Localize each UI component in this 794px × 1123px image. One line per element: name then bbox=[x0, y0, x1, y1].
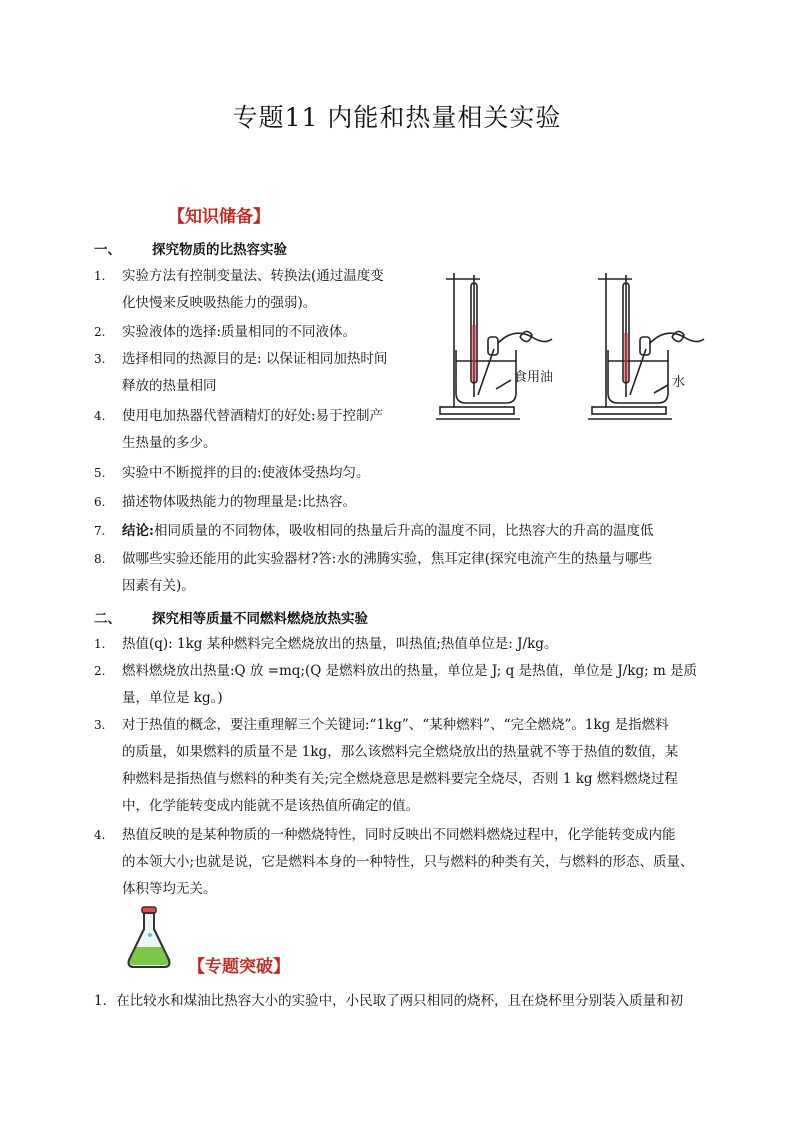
label-water: 水 bbox=[672, 375, 686, 390]
breakthrough-header: 【专题突破】 bbox=[188, 957, 290, 977]
list-item: 2. 燃料燃烧放出热量:Q 放 =mq;(Q 是燃料放出的热量，单位是 J; q 是热值，单位是 J/kg; m 是质 量，单位是 kg。) bbox=[94, 663, 698, 706]
label-oil: 食用油 bbox=[514, 370, 554, 385]
section1-heading bbox=[94, 238, 287, 258]
list-item: 7. 结论:相同质量的不同物体，吸收相同的热量后升高的温度不同，比热容大的升高的温度低 bbox=[94, 523, 654, 539]
list-item: 6. 描述物体吸热能力的物理量是:比热容。 bbox=[94, 494, 357, 510]
list-item: 4. 使用电加热器代替酒精灯的好处:易于控制产 生热量的多少。 bbox=[94, 408, 384, 451]
experiment-figure bbox=[436, 265, 726, 425]
flask-icon bbox=[126, 905, 172, 971]
section-title: 探究相等质量不同燃料燃烧放热实验 bbox=[152, 611, 368, 627]
list-item: 8. 做哪些实验还能用的此实验器材?答:水的沸腾实验，焦耳定律(探究电流产生的热量与哪些 因素有关)。 bbox=[94, 551, 653, 594]
list-item: 2. 实验液体的选择:质量相同的不同液体。 bbox=[94, 324, 357, 340]
section-title: 探究物质的比热容实验 bbox=[152, 242, 287, 258]
list-item: 3. 对于热值的概念，要注重理解三个关键词:“1kg”、“某种燃料”、“完全燃烧”。1kg 是指燃料 的质量，如果燃料的质量不是 1kg，那么该燃料完全燃烧放出的热量就不等于热值的数值，某 种燃料是指热值与燃料的种类有关;完全燃烧意思是燃料要完全烧尽，否则 1 kg 燃料燃烧过程 中，化学能转变成内能就不是该热值所确定的值。 bbox=[94, 717, 679, 814]
page-title: 专题11 内能和热量相关实验 bbox=[232, 103, 562, 132]
list-item: 5. 实验中不断搅拌的目的:使液体受热均匀。 bbox=[94, 465, 370, 481]
list-item: 1. 实验方法有控制变量法、转换法(通过温度变 化快慢来反映吸热能力的强弱)。 bbox=[94, 268, 384, 311]
section2-heading bbox=[94, 607, 368, 627]
list-item: 4. 热值反映的是某种物质的一种燃烧特性，同时反映出不同燃料燃烧过程中，化学能转变成内能 的本领大小;也就是说，它是燃料本身的一种特性，只与燃料的种类有关，与燃料的形态、质量、 体积等均无关。 bbox=[94, 827, 694, 897]
list-item: 3. 选择相同的热源目的是: 以保证相同加热时间 释放的热量相同 bbox=[94, 351, 388, 394]
section-number: 一、 bbox=[94, 242, 121, 258]
question-1: 1．在比较水和煤油比热容大小的实验中，小民取了两只相同的烧杯，且在烧杯里分别装入质量和初 bbox=[94, 993, 684, 1009]
list-item: 1. 热值(q): 1kg 某种燃料完全燃烧放出的热量，叫热值;热值单位是: J/kg。 bbox=[94, 636, 558, 652]
section-number: 二、 bbox=[94, 611, 121, 627]
knowledge-header: 【知识储备】 bbox=[168, 207, 270, 227]
